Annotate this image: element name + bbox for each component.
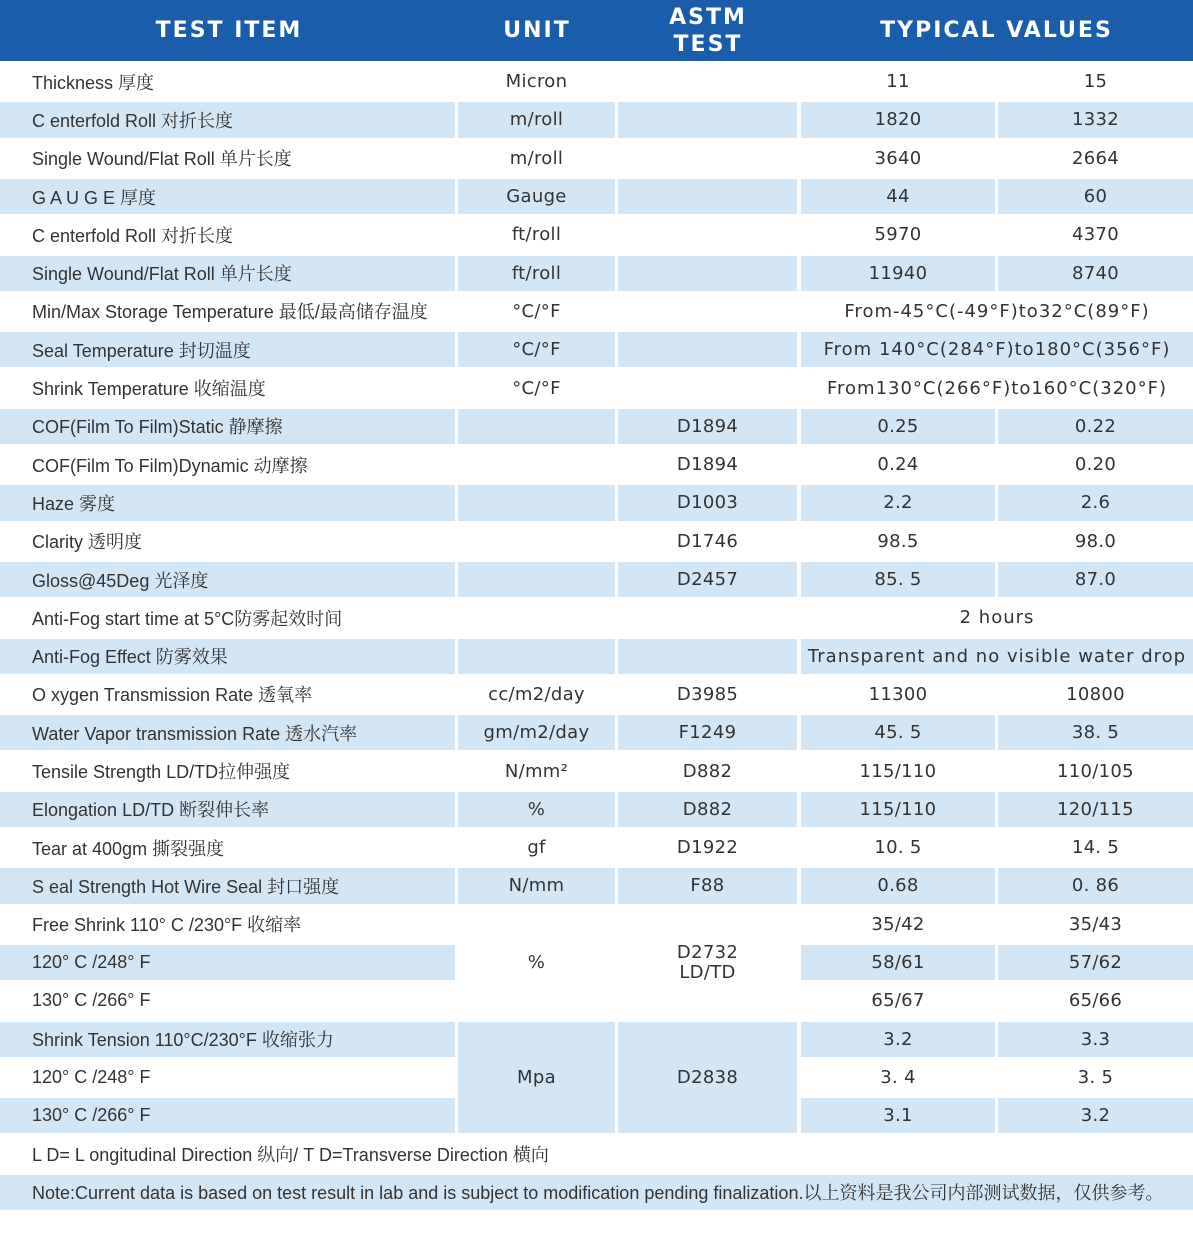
row-value-2: 65/66 — [998, 983, 1193, 1018]
row-astm: F88 — [618, 868, 797, 903]
row-value-1: 2.2 — [801, 485, 995, 520]
row-unit: m/roll — [458, 102, 615, 137]
row-unit — [458, 600, 615, 635]
row-value-2: 110/105 — [998, 753, 1193, 788]
row-unit: cc/m2/day — [458, 677, 615, 712]
row-value-1: 58/61 — [801, 945, 995, 980]
row-test-item: Thickness 厚度 — [0, 64, 455, 99]
row-unit: m/roll — [458, 141, 615, 176]
header-test-item: TEST ITEM — [155, 18, 303, 43]
row-value-1: 11300 — [801, 677, 995, 712]
row-unit: °C/°F — [458, 332, 615, 367]
row-value-2: 10800 — [998, 677, 1193, 712]
row-test-item: 130° C /266° F — [0, 983, 455, 1018]
row-value-2: 3.2 — [998, 1098, 1193, 1133]
row-test-item: C enterfold Roll 对折长度 — [0, 217, 455, 252]
free-shrink-astm — [618, 907, 797, 1019]
row-typical-value: Transparent and no visible water drop — [801, 639, 1193, 674]
row-value-1: 65/67 — [801, 983, 995, 1018]
row-value-1: 10. 5 — [801, 830, 995, 865]
row-astm: D1003 — [618, 485, 797, 520]
row-test-item: O xygen Transmission Rate 透氧率 — [0, 677, 455, 712]
row-test-item: C enterfold Roll 对折长度 — [0, 102, 455, 137]
row-value-1: 11940 — [801, 256, 995, 291]
row-unit: °C/°F — [458, 370, 615, 405]
row-value-1: 85. 5 — [801, 562, 995, 597]
row-value-2: 98.0 — [998, 524, 1193, 559]
row-unit: °C/°F — [458, 294, 615, 329]
row-astm — [618, 600, 797, 635]
row-test-item: COF(Film To Film)Dynamic 动摩擦 — [0, 447, 455, 482]
row-value-2: 38. 5 — [998, 715, 1193, 750]
row-test-item: Elongation LD/TD 断裂伸长率 — [0, 792, 455, 827]
row-unit: % — [458, 792, 615, 827]
row-value-1: 3.1 — [801, 1098, 995, 1133]
row-astm: D1894 — [618, 447, 797, 482]
row-astm: D882 — [618, 792, 797, 827]
row-value-2: 2664 — [998, 141, 1193, 176]
row-value-2: 0.22 — [998, 409, 1193, 444]
row-test-item: Water Vapor transmission Rate 透水汽率 — [0, 715, 455, 750]
row-astm — [618, 141, 797, 176]
row-astm — [618, 217, 797, 252]
row-test-item: 120° C /248° F — [0, 1060, 455, 1095]
row-test-item: 130° C /266° F — [0, 1098, 455, 1133]
header-unit: UNIT — [503, 18, 571, 43]
row-value-1: 45. 5 — [801, 715, 995, 750]
row-astm — [618, 639, 797, 674]
row-astm: D1746 — [618, 524, 797, 559]
row-astm — [618, 294, 797, 329]
row-value-2: 57/62 — [998, 945, 1193, 980]
row-test-item: Shrink Tension 110°C/230°F 收缩张力 — [0, 1022, 455, 1057]
row-unit: N/mm² — [458, 753, 615, 788]
row-test-item: Tensile Strength LD/TD拉伸强度 — [0, 753, 455, 788]
row-value-1: 98.5 — [801, 524, 995, 559]
shrink-tension-astm: D2838 — [618, 1022, 797, 1134]
row-astm — [618, 64, 797, 99]
row-value-1: 0.68 — [801, 868, 995, 903]
row-unit: N/mm — [458, 868, 615, 903]
row-value-1: 1820 — [801, 102, 995, 137]
header-astm-test — [616, 0, 800, 61]
row-value-1: 3640 — [801, 141, 995, 176]
row-astm: D1894 — [618, 409, 797, 444]
row-value-2: 2.6 — [998, 485, 1193, 520]
row-astm: D2457 — [618, 562, 797, 597]
row-test-item: Anti-Fog start time at 5°C防雾起效时间 — [0, 600, 455, 635]
row-test-item: Anti-Fog Effect 防雾效果 — [0, 639, 455, 674]
free-shrink-astm-line1: D2732 — [676, 941, 739, 963]
row-astm: F1249 — [618, 715, 797, 750]
row-value-1: 3. 4 — [801, 1060, 995, 1095]
row-value-1: 35/42 — [801, 907, 995, 942]
row-test-item: Shrink Temperature 收缩温度 — [0, 370, 455, 405]
row-test-item: Free Shrink 110° C /230°F 收缩率 — [0, 907, 455, 942]
row-typical-value: From-45°C(-49°F)to32°C(89°F) — [801, 294, 1193, 329]
row-value-2: 35/43 — [998, 907, 1193, 942]
row-unit — [458, 639, 615, 674]
row-test-item: 120° C /248° F — [0, 945, 455, 980]
free-shrink-astm-line2: LD/TD — [679, 961, 736, 983]
row-test-item: Gloss@45Deg 光泽度 — [0, 562, 455, 597]
row-astm: D882 — [618, 753, 797, 788]
row-test-item: Min/Max Storage Temperature 最低/最高储存温度 — [0, 294, 455, 329]
row-test-item: Single Wound/Flat Roll 单片长度 — [0, 256, 455, 291]
row-astm — [618, 102, 797, 137]
row-value-1: 5970 — [801, 217, 995, 252]
row-test-item: G A U G E 厚度 — [0, 179, 455, 214]
row-test-item: Seal Temperature 封切温度 — [0, 332, 455, 367]
row-value-2: 8740 — [998, 256, 1193, 291]
note-directions: L D= L ongitudinal Direction 纵向/ T D=Transverse Direction 横向 — [0, 1136, 1193, 1171]
row-unit — [458, 447, 615, 482]
row-astm — [618, 370, 797, 405]
row-typical-value: From130°C(266°F)to160°C(320°F) — [801, 370, 1193, 405]
shrink-tension-unit: Mpa — [458, 1022, 615, 1134]
header-astm-line2: TEST — [673, 31, 743, 57]
row-unit — [458, 485, 615, 520]
row-test-item: Clarity 透明度 — [0, 524, 455, 559]
row-value-2: 3. 5 — [998, 1060, 1193, 1095]
row-test-item: Tear at 400gm 撕裂强度 — [0, 830, 455, 865]
row-value-2: 4370 — [998, 217, 1193, 252]
note-disclaimer: Note:Current data is based on test result in lab and is subject to modification pending finalization.以上资料是我公司内部测试数据，仅供参考。 — [0, 1175, 1193, 1210]
row-value-2: 3.3 — [998, 1022, 1193, 1057]
row-unit: Micron — [458, 64, 615, 99]
row-value-2: 1332 — [998, 102, 1193, 137]
row-unit: gf — [458, 830, 615, 865]
row-value-1: 0.25 — [801, 409, 995, 444]
row-test-item: Haze 雾度 — [0, 485, 455, 520]
row-astm — [618, 179, 797, 214]
row-value-1: 44 — [801, 179, 995, 214]
row-value-2: 0. 86 — [998, 868, 1193, 903]
header-astm-line1: ASTM — [669, 4, 747, 30]
row-unit — [458, 524, 615, 559]
row-value-2: 14. 5 — [998, 830, 1193, 865]
row-astm: D3985 — [618, 677, 797, 712]
row-unit: ft/roll — [458, 256, 615, 291]
row-unit: ft/roll — [458, 217, 615, 252]
row-astm — [618, 256, 797, 291]
row-typical-value: 2 hours — [801, 600, 1193, 635]
row-value-1: 3.2 — [801, 1022, 995, 1057]
header-typical-values: TYPICAL VALUES — [880, 18, 1113, 43]
row-typical-value: From 140°C(284°F)to180°C(356°F) — [801, 332, 1193, 367]
row-astm: D1922 — [618, 830, 797, 865]
row-astm — [618, 332, 797, 367]
row-value-1: 115/110 — [801, 792, 995, 827]
row-value-1: 0.24 — [801, 447, 995, 482]
row-unit: gm/m2/day — [458, 715, 615, 750]
free-shrink-unit: % — [458, 907, 615, 1019]
row-value-2: 0.20 — [998, 447, 1193, 482]
row-value-1: 115/110 — [801, 753, 995, 788]
row-unit — [458, 562, 615, 597]
row-value-1: 11 — [801, 64, 995, 99]
row-value-2: 87.0 — [998, 562, 1193, 597]
row-unit: Gauge — [458, 179, 615, 214]
row-value-2: 60 — [998, 179, 1193, 214]
row-test-item: COF(Film To Film)Static 静摩擦 — [0, 409, 455, 444]
row-test-item: S eal Strength Hot Wire Seal 封口强度 — [0, 868, 455, 903]
row-unit — [458, 409, 615, 444]
row-value-2: 15 — [998, 64, 1193, 99]
row-test-item: Single Wound/Flat Roll 单片长度 — [0, 141, 455, 176]
row-value-2: 120/115 — [998, 792, 1193, 827]
